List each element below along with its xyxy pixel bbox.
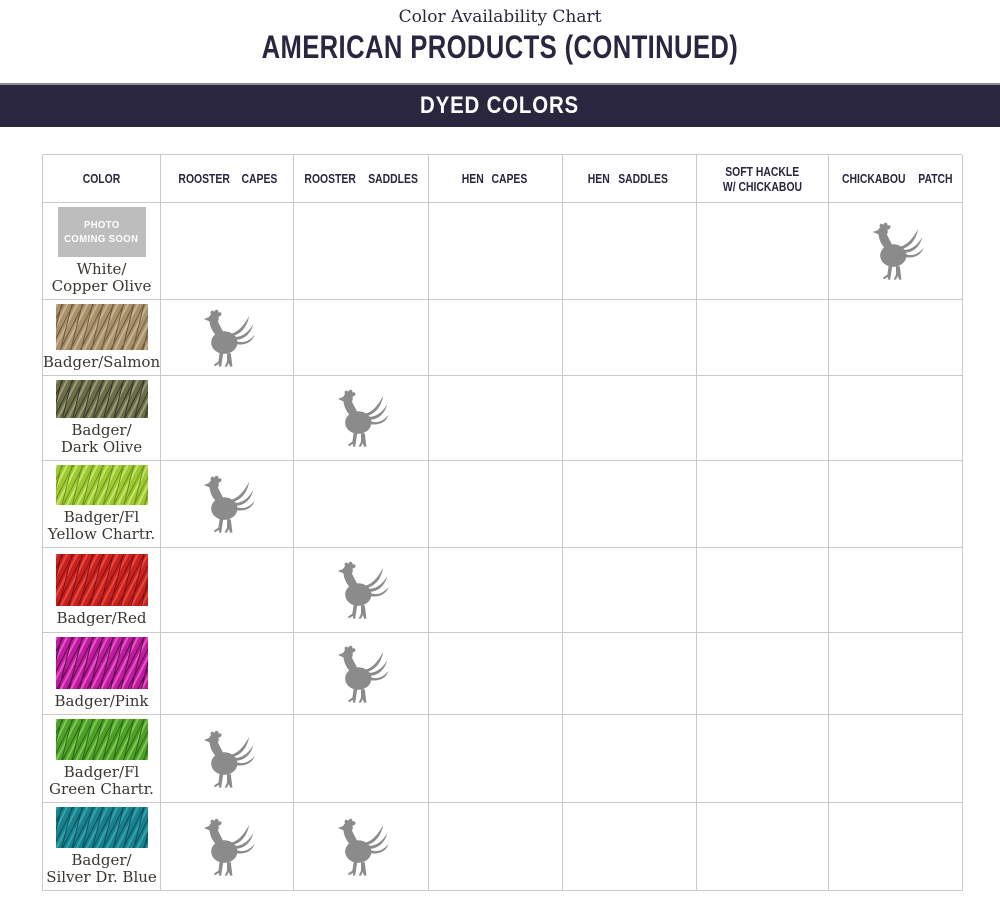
availability-cell-rooster-saddles xyxy=(294,803,429,891)
availability-cell-chickabou-patch xyxy=(829,715,963,803)
photo-coming-soon-placeholder xyxy=(58,207,146,257)
color-swatch xyxy=(56,719,148,760)
color-swatch xyxy=(56,380,148,418)
availability-cell-rooster-saddles xyxy=(294,376,429,461)
availability-cell-hen-saddles xyxy=(563,715,697,803)
color-label: Badger/ Dark Olive xyxy=(60,421,143,456)
column-header-text xyxy=(834,171,956,186)
column-header-hen-saddles xyxy=(563,155,697,203)
availability-cell-rooster-saddles xyxy=(294,461,429,548)
column-header-text xyxy=(459,171,531,186)
availability-cell-rooster-capes xyxy=(161,633,294,715)
availability-cell-rooster-capes xyxy=(161,715,294,803)
rooster-icon xyxy=(198,730,256,788)
availability-cell-soft-hackle-w-chickabou xyxy=(697,300,829,376)
availability-cell-hen-saddles xyxy=(563,203,697,300)
availability-cell-hen-saddles xyxy=(563,376,697,461)
rooster-icon xyxy=(198,475,256,533)
availability-cell-hen-saddles xyxy=(563,633,697,715)
column-header-text xyxy=(585,171,675,186)
column-header-text xyxy=(78,171,125,186)
color-label: Badger/Fl Yellow Chartr. xyxy=(47,508,156,543)
color-cell xyxy=(43,203,161,300)
availability-cell-hen-capes xyxy=(429,376,563,461)
availability-table xyxy=(42,154,962,891)
availability-cell-hen-capes xyxy=(429,461,563,548)
color-swatch xyxy=(56,554,148,606)
availability-cell-chickabou-patch xyxy=(829,203,963,300)
availability-cell-hen-saddles xyxy=(563,461,697,548)
availability-cell-hen-saddles xyxy=(563,548,697,633)
column-header-line: ROOSTER xyxy=(304,171,356,186)
color-cell xyxy=(43,633,161,715)
availability-cell-soft-hackle-w-chickabou xyxy=(697,715,829,803)
availability-cell-soft-hackle-w-chickabou xyxy=(697,461,829,548)
rooster-icon xyxy=(198,818,256,876)
color-label: Badger/Salmon xyxy=(43,353,161,371)
color-label: Badger/Red xyxy=(56,608,147,627)
color-cell xyxy=(43,715,161,803)
availability-cell-soft-hackle-w-chickabou xyxy=(697,803,829,891)
availability-cell-chickabou-patch xyxy=(829,300,963,376)
page-subtitle: Color Availability Chart xyxy=(398,7,602,27)
availability-cell-soft-hackle-w-chickabou xyxy=(697,203,829,300)
availability-cell-rooster-capes xyxy=(161,376,294,461)
column-header-line: CAPES xyxy=(241,171,278,186)
column-header-line: SADDLES xyxy=(368,171,418,186)
availability-cell-chickabou-patch xyxy=(829,376,963,461)
column-header-line: HEN xyxy=(462,171,485,186)
color-cell xyxy=(43,376,161,461)
availability-cell-rooster-capes xyxy=(161,461,294,548)
rooster-icon xyxy=(332,818,390,876)
column-header-line: CAPES xyxy=(491,171,528,186)
availability-cell-rooster-saddles xyxy=(294,548,429,633)
availability-cell-soft-hackle-w-chickabou xyxy=(697,633,829,715)
color-swatch xyxy=(56,807,148,848)
availability-cell-rooster-saddles xyxy=(294,633,429,715)
column-header-line: PATCH xyxy=(918,171,953,186)
column-header-text xyxy=(172,171,281,186)
availability-cell-rooster-capes xyxy=(161,203,294,300)
column-header-color xyxy=(43,155,161,203)
column-header-soft-hackle-w-chickabou xyxy=(697,155,829,203)
column-header-text xyxy=(298,171,424,186)
rooster-icon xyxy=(867,222,925,280)
availability-cell-rooster-capes xyxy=(161,300,294,376)
availability-cell-chickabou-patch xyxy=(829,548,963,633)
availability-cell-hen-capes xyxy=(429,633,563,715)
availability-cell-chickabou-patch xyxy=(829,633,963,715)
column-header-text xyxy=(697,164,828,194)
availability-cell-hen-capes xyxy=(429,548,563,633)
column-header-line: SADDLES xyxy=(618,171,669,186)
page-title-text: AMERICAN PRODUCTS (CONTINUED) xyxy=(261,29,739,65)
availability-cell-chickabou-patch xyxy=(829,803,963,891)
column-header-line: ROOSTER xyxy=(178,171,231,186)
column-header-line: SOFT HACKLE xyxy=(725,163,800,179)
color-cell xyxy=(43,300,161,376)
availability-cell-rooster-capes xyxy=(161,803,294,891)
availability-cell-hen-saddles xyxy=(563,803,697,891)
availability-cell-hen-saddles xyxy=(563,300,697,376)
availability-cell-hen-capes xyxy=(429,300,563,376)
color-cell xyxy=(43,803,161,891)
column-header-rooster-capes xyxy=(161,155,294,203)
column-header-hen-capes xyxy=(429,155,563,203)
availability-cell-soft-hackle-w-chickabou xyxy=(697,548,829,633)
availability-cell-rooster-saddles xyxy=(294,300,429,376)
color-label: Badger/Pink xyxy=(54,692,149,710)
availability-cell-rooster-capes xyxy=(161,548,294,633)
placeholder-text-line: PHOTO xyxy=(83,218,120,231)
rooster-icon xyxy=(332,389,390,447)
color-label: Badger/ Silver Dr. Blue xyxy=(46,851,157,886)
column-header-line: HEN xyxy=(587,171,610,186)
color-swatch xyxy=(56,304,148,350)
column-header-line: CHICKABOU xyxy=(842,171,906,186)
placeholder-text-line: COMING SOON xyxy=(64,232,139,245)
color-cell xyxy=(43,548,161,633)
availability-cell-hen-capes xyxy=(429,203,563,300)
availability-cell-soft-hackle-w-chickabou xyxy=(697,376,829,461)
availability-cell-hen-capes xyxy=(429,803,563,891)
color-swatch xyxy=(56,637,148,689)
color-swatch xyxy=(56,465,148,505)
color-label: White/ Copper Olive xyxy=(51,260,152,295)
column-header-line: W/ CHICKABOU xyxy=(722,178,803,194)
availability-cell-chickabou-patch xyxy=(829,461,963,548)
availability-cell-hen-capes xyxy=(429,715,563,803)
availability-cell-rooster-saddles xyxy=(294,715,429,803)
section-banner-text: DYED COLORS xyxy=(420,92,580,119)
section-banner xyxy=(0,83,1000,127)
rooster-icon xyxy=(332,561,390,619)
availability-cell-rooster-saddles xyxy=(294,203,429,300)
column-header-line: COLOR xyxy=(82,171,121,186)
color-cell xyxy=(43,461,161,548)
column-header-rooster-saddles xyxy=(294,155,429,203)
page-title xyxy=(0,29,1000,66)
rooster-icon xyxy=(198,309,256,367)
rooster-icon xyxy=(332,645,390,703)
column-header-chickabou-patch xyxy=(829,155,963,203)
color-label: Badger/Fl Green Chartr. xyxy=(49,763,154,798)
